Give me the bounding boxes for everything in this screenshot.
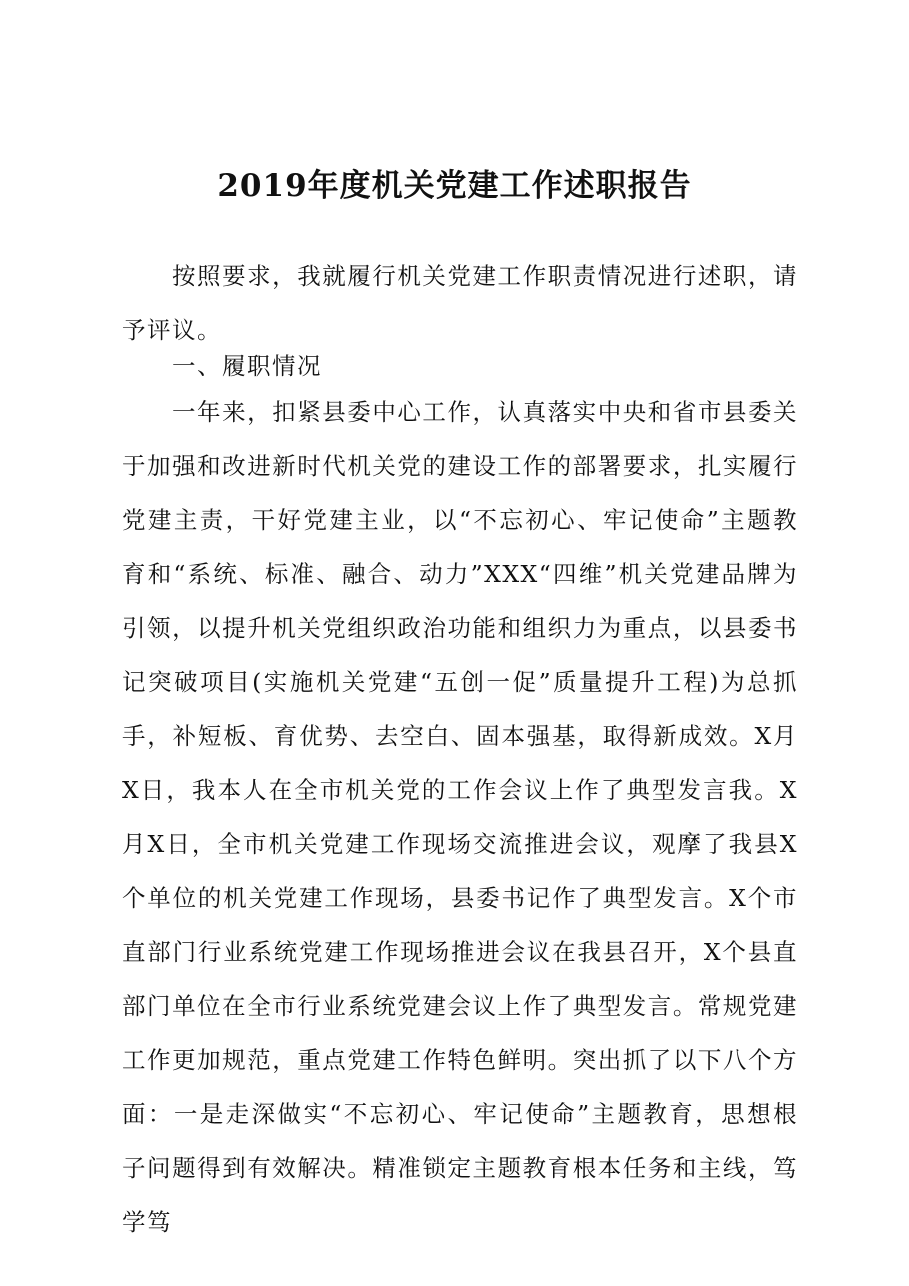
section-heading: 一、履职情况 — [172, 352, 322, 380]
document-title: 2019年度机关党建工作述职报告 — [217, 168, 692, 204]
intro-paragraph: 按照要求，我就履行机关党建工作职责情况进行述职，请予评议。 — [122, 262, 798, 344]
body-paragraph: 一年来，扣紧县委中心工作，认真落实中央和省市县委关于加强和改进新时代机关党的建设工作的部署要求，扎实履行党建主责，干好党建主业，以“不忘初心、牢记使命”主题教育和“系统、标准、融合、动力”XXX“四维”机关党建品牌为引领，以提升机关党组织政治功能和组织力为重点，以县委书记突破项目(实施机关党建“五创一促”质量提升工程)为总抓手，补短板、育优势、去空白、固本强基，取得新成效。X月X日，我本人在全市机关党的工作会议上作了典型发言我。X月X日，全市机关党建工作现场交流推进会议，观摩了我县X个单位的机关党建工作现场，县委书记作了典型发言。X个市直部门行业系统党建工作现场推进会议在我县召开，X个县直部门单位在全市行业系统党建会议上作了典型发言。常规党建工作更加规范，重点党建工作特色鲜明。突出抓了以下八个方面：一是走深做实“不忘初心、牢记使命”主题教育，思想根子问题得到有效解决。精准锁定主题教育根本任务和主线，笃学笃 — [122, 398, 798, 1236]
